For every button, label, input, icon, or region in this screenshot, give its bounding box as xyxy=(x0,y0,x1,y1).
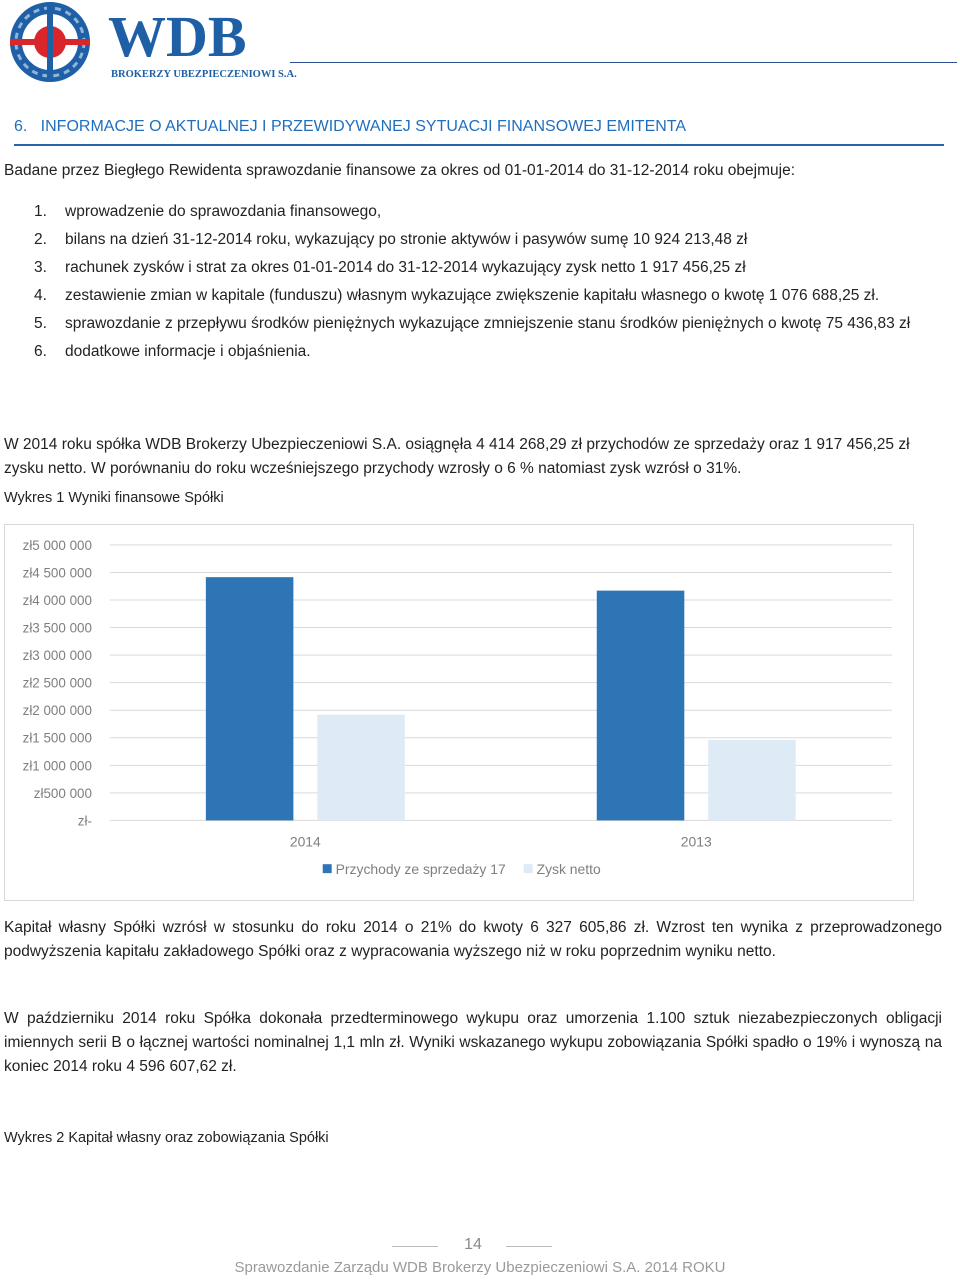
bar-revenue-2014 xyxy=(206,577,294,820)
chart2-caption: Wykres 2 Kapitał własny oraz zobowiązania Spółki xyxy=(4,1130,329,1146)
legend-label: Przychody ze sprzedaży 17 xyxy=(335,861,506,878)
list-text: zestawienie zmian w kapitale (funduszu) własnym wykazujące zwiększenie kapitału własnego o kwotę 1 076 688,25 zł. xyxy=(65,287,880,304)
y-tick-label: zł500 000 xyxy=(33,785,92,801)
list-text: sprawozdanie z przepływu środków pieniężnych wykazujące zmniejszenie stanu środków pieniężnych o kwotę 75 436,83 zł xyxy=(65,315,911,332)
list-item xyxy=(34,226,944,254)
y-tick-label: zł3 000 000 xyxy=(22,648,92,664)
bar-net-profit-2014 xyxy=(317,715,405,821)
y-tick-label: zł- xyxy=(77,813,92,829)
footer-line-left xyxy=(392,1246,438,1247)
bonds-paragraph: W październiku 2014 roku Spółka dokonała przedterminowego wykupu oraz umorzenia 1.100 sztuk niezabezpieczonych obligacji imiennych serii B o łącznej wartości nominalnej 1,1 mln zł. Wyniki wskazanego wykupu zobowiązania Spółki spadło o 19% i wynoszą na koniec 2014 roku 4 596 607,62 zł. xyxy=(4,1010,942,1075)
bar-net-profit-2013 xyxy=(708,740,796,820)
x-tick-label: 2014 xyxy=(289,833,321,850)
bar-revenue-2013 xyxy=(597,591,685,821)
legend-label: Zysk netto xyxy=(536,861,601,878)
list-number: 5. xyxy=(34,315,47,332)
y-tick-label: zł2 000 000 xyxy=(22,703,92,719)
page-number: 14 xyxy=(464,1236,482,1253)
y-tick-label: zł1 000 000 xyxy=(22,758,92,774)
list-text: dodatkowe informacje i objaśnienia. xyxy=(65,343,311,360)
legend-swatch xyxy=(524,864,533,873)
y-tick-label: zł5 000 000 xyxy=(22,537,92,553)
legend-swatch xyxy=(323,864,332,873)
y-tick-label: zł4 000 000 xyxy=(22,592,92,608)
list-text: rachunek zysków i strat za okres 01-01-2014 do 31-12-2014 wykazujący zysk netto 1 917 456,25 zł xyxy=(65,259,746,276)
list-item xyxy=(34,338,944,366)
y-tick-label: zł1 500 000 xyxy=(22,730,92,746)
logo-emblem xyxy=(10,4,90,80)
list-text: wprowadzenie do sprawozdania finansowego, xyxy=(65,203,382,220)
wdb-logo xyxy=(0,0,300,84)
y-tick-label: zł4 500 000 xyxy=(22,565,92,581)
y-tick-label: zł3 500 000 xyxy=(22,620,92,636)
y-tick-label: zł2 500 000 xyxy=(22,675,92,691)
list-number: 2. xyxy=(34,231,47,248)
financial-results-chart xyxy=(4,524,914,901)
list-item xyxy=(34,198,944,226)
list-item xyxy=(34,282,944,310)
list-text: bilans na dzień 31-12-2014 roku, wykazujący po stronie aktywów i pasywów sumę 10 924 213,48 zł xyxy=(65,231,748,248)
intro-paragraph: Badane przez Biegłego Rewidenta sprawozdanie finansowe za okres od 01-01-2014 do 31-12-2014 roku obejmuje: xyxy=(4,162,796,179)
equity-paragraph: Kapitał własny Spółki wzrósł w stosunku do roku 2014 o 21% do kwoty 6 327 605,86 zł. Wzrost ten wynika z przeprowadzonego podwyższenia kapitału zakładowego Spółki oraz z wypracowania wyższego niż w roku poprzednim wyniku netto. xyxy=(4,919,942,960)
list-item xyxy=(34,254,944,282)
section-heading: 6. INFORMACJE O AKTUALNEJ I PRZEWIDYWANEJ SYTUACJI FINANSOWEJ EMITENTA xyxy=(14,118,944,146)
report-contents-list xyxy=(34,198,944,366)
footer-line-right xyxy=(506,1246,552,1247)
list-item xyxy=(34,310,944,338)
logo-text: WDB xyxy=(108,4,247,69)
sales-paragraph: W 2014 roku spółka WDB Brokerzy Ubezpieczeniowi S.A. osiągnęła 4 414 268,29 zł przychodów ze sprzedaży oraz 1 917 456,25 zł zysku netto. W porównaniu do roku wcześniejszego przychody wzrosły o 6 % natomiast zysk wzrósł o 31%. xyxy=(4,436,910,477)
chart1-caption: Wykres 1 Wyniki finansowe Spółki xyxy=(4,490,224,506)
x-tick-label: 2013 xyxy=(680,833,712,850)
list-number: 4. xyxy=(34,287,47,304)
list-number: 6. xyxy=(34,343,47,360)
footer-text: Sprawozdanie Zarządu WDB Brokerzy Ubezpieczeniowi S.A. 2014 ROKU xyxy=(234,1259,726,1276)
list-number: 1. xyxy=(34,203,47,220)
logo-subtext: BROKERZY UBEZPIECZENIOWI S.A. xyxy=(111,69,297,80)
list-number: 3. xyxy=(34,259,47,276)
header-rule xyxy=(290,62,957,63)
